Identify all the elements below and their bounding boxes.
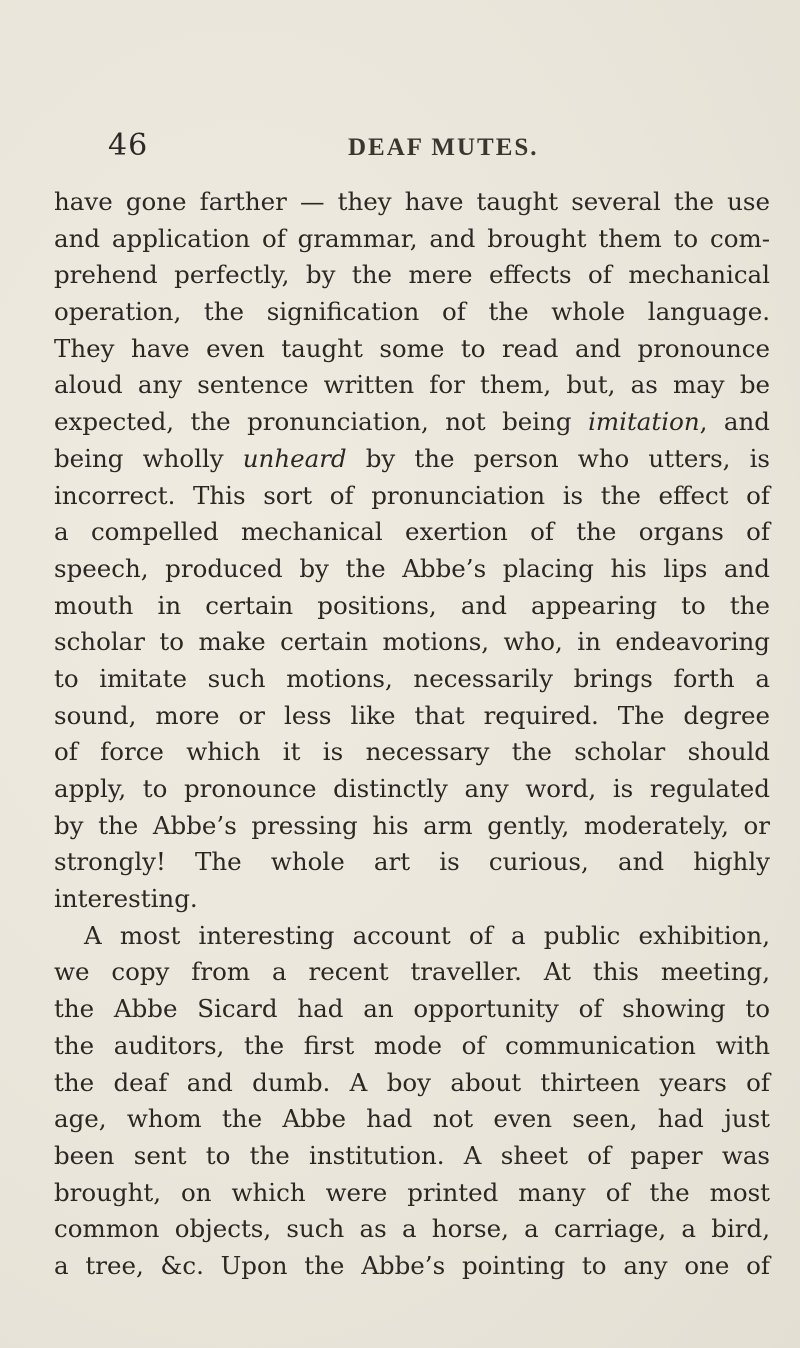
text-line: prehend perfectly, by the mere effects of mechanical	[54, 260, 770, 290]
text-line: speech, produced by the Abbe’s placing his lips and	[54, 553, 770, 583]
text-line: mouth in certain positions, and appearing to the	[54, 590, 770, 620]
text-line: age, whom the Abbe had not even seen, had just	[54, 1104, 770, 1134]
text-line: to imitate such motions, necessarily brings forth a	[54, 663, 770, 693]
text-line: we copy from a recent traveller. At this meeting,	[54, 957, 770, 987]
text-line: of force which it is necessary the scholar should	[54, 737, 770, 767]
text-line: brought, on which were printed many of the most	[54, 1177, 770, 1207]
text-line: and application of grammar, and brought them to com-	[54, 223, 770, 253]
text-line: aloud any sentence written for them, but, as may be	[54, 370, 770, 400]
page-number: 46	[108, 128, 149, 163]
text-line: operation, the signification of the whole language.	[54, 297, 770, 327]
text-line: being wholly unheard by the person who utters, is	[54, 443, 770, 473]
text-line: strongly! The whole art is curious, and highly	[54, 847, 770, 877]
text-line: They have even taught some to read and pronounce	[54, 333, 770, 363]
italic-word: unheard	[242, 443, 347, 473]
text-line: been sent to the institution. A sheet of paper was	[54, 1140, 770, 1170]
text-line: apply, to pronounce distinctly any word, is regulated	[54, 774, 770, 803]
text-line: a tree, &c. Upon the Abbe’s pointing to any one of	[54, 1250, 770, 1280]
text-line: have gone farther — they have taught several the use	[54, 187, 770, 216]
text-line: by the Abbe’s pressing his arm gently, moderately, or	[54, 810, 770, 840]
text-line: common objects, such as a horse, a carriage, a bird,	[54, 1214, 770, 1244]
text-line: sound, more or less like that required. The degree	[54, 700, 770, 730]
text-line: a compelled mechanical exertion of the organs of	[54, 517, 770, 547]
page-header	[108, 128, 768, 168]
paragraph-start-line: A most interesting account of a public exhibition,	[84, 920, 770, 950]
body-text	[54, 184, 770, 1285]
text-line: the Abbe Sicard had an opportunity of showing to	[54, 994, 770, 1024]
italic-word: imitation	[588, 407, 700, 437]
text-line: expected, the pronunciation, not being imitation, and	[54, 407, 770, 437]
text-line: scholar to make certain motions, who, in endeavoring	[54, 627, 770, 657]
paragraph-end-line: interesting.	[54, 884, 198, 914]
running-head: DEAF MUTES.	[348, 134, 539, 161]
text-line: the deaf and dumb. A boy about thirteen years of	[54, 1067, 770, 1097]
text-line: incorrect. This sort of pronunciation is the effect of	[54, 480, 770, 510]
text-line: the auditors, the first mode of communication with	[54, 1030, 770, 1060]
